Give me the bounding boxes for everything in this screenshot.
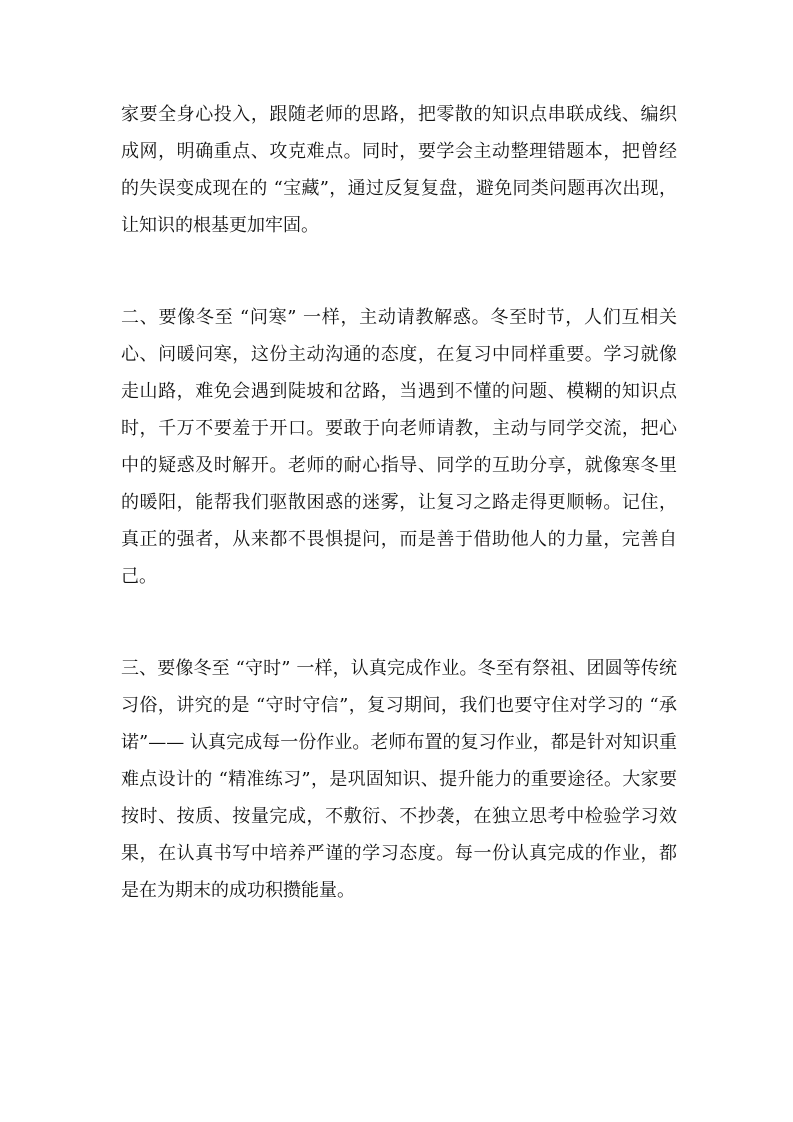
paragraph-spacer (121, 244, 677, 299)
paragraph-spacer (121, 595, 677, 650)
paragraph-section-three: 三、要像冬至 “守时” 一样，认真完成作业。冬至有祭祖、团圆等传统习俗，讲究的是 “守时守信”，复习期间，我们也要守住对学习的 “承诺”—— 认真完成每一份作业。老师布置的复习作业，都是针对知识重难点设计的 “精准练习”，是巩固知识、提升能力的重要途径。大家要按时、按质、按量完成，不敷衍、不抄袭，在独立思考中检验学习效果，在认真书写中培养严谨的学习态度。每一份认真完成的作业，都是在为期末的成功积攒能量。 (121, 658, 677, 901)
paragraph-section-two: 二、要像冬至 “问寒” 一样，主动请教解惑。冬至时节，人们互相关心、问暖问寒，这份主动沟通的态度，在复习中同样重要。学习就像走山路，难免会遇到陡坡和岔路，当遇到不懂的问题、模糊的知识点时，千万不要羞于开口。要敢于向老师请教，主动与同学交流，把心中的疑惑及时解开。老师的耐心指导、同学的互助分享，就像寒冬里的暖阳，能帮我们驱散困惑的迷雾，让复习之路走得更顺畅。记住，真正的强者，从来都不畏惧提问，而是善于借助他人的力量，完善自己。 (121, 307, 677, 587)
paragraph-continuation: 家要全身心投入，跟随老师的思路，把零散的知识点串联成线、编织成网，明确重点、攻克难点。同时，要学会主动整理错题本，把曾经的失误变成现在的 “宝藏”，通过反复复盘，避免同类问题再次出现，让知识的根基更加牢固。 (121, 104, 677, 236)
document-body (121, 96, 677, 909)
